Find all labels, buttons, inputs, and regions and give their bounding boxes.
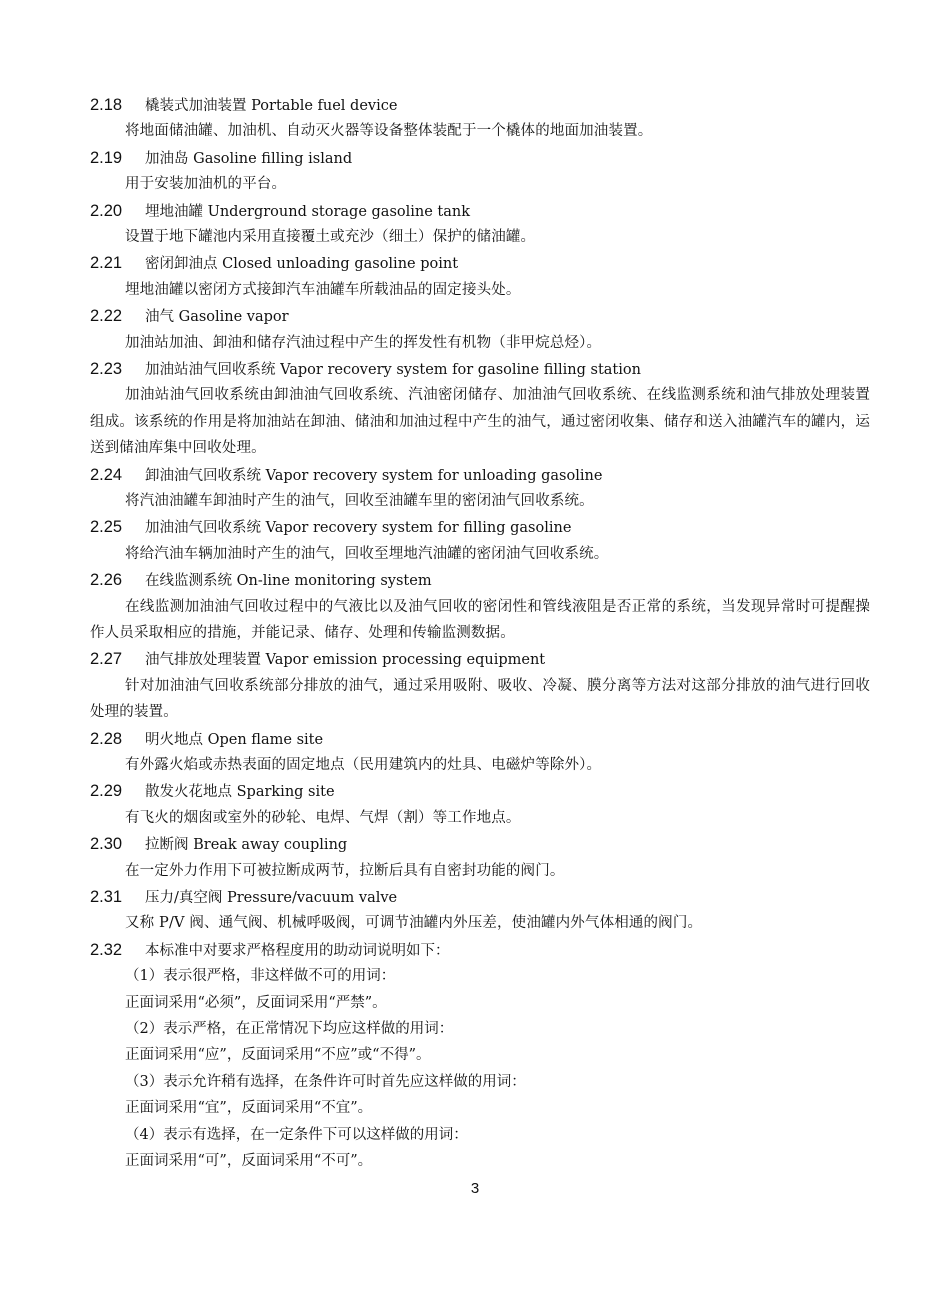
term-number: 2.19 [90,148,123,167]
term-number: 2.27 [90,650,123,669]
term-title: 明火地点 Open flame site [145,731,324,748]
term-heading [90,778,870,804]
term-number: 2.30 [90,835,123,854]
term-title: 埋地油罐 Underground storage gasoline tank [145,203,471,220]
term-heading [90,884,870,910]
term-number: 2.26 [90,571,123,590]
term-heading [90,831,870,857]
term-title: 散发火花地点 Sparking site [145,784,335,801]
term-heading [90,514,870,540]
term-heading [90,92,870,118]
term-title: 加油油气回收系统 Vapor recovery system for filling gasoline [145,520,572,537]
page-number: 3 [470,1180,480,1197]
term-title: 油气 Gasoline vapor [145,309,289,326]
term-heading [90,356,870,382]
term-number: 2.23 [90,359,123,378]
usage-line: （3）表示允许稍有选择，在条件许可时首先应这样做的用词： [125,1073,526,1090]
term-title: 压力/真空阀 Pressure/vacuum valve [145,889,398,906]
term-title: 拉断阀 Break away coupling [145,837,348,854]
term-entry [90,726,870,779]
term-number: 2.21 [90,254,123,273]
term-heading [90,198,870,224]
term-entry [90,831,870,884]
term-definition: 加油站加油、卸油和储存汽油过程中产生的挥发性有机物（非甲烷总烃）。 [125,334,602,351]
term-heading [90,646,870,672]
term-number: 2.20 [90,201,123,220]
term-definition: 埋地油罐以密闭方式接卸汽车油罐车所载油品的固定接头处。 [125,281,521,298]
usage-line: （1）表示很严格，非这样做不可的用词： [125,968,396,985]
usage-line: （4）表示有选择，在一定条件下可以这样做的用词： [125,1126,468,1143]
term-definition: 在一定外力作用下可被拉断成两节，拉断后具有自密封功能的阀门。 [125,862,565,879]
term-entry [90,92,870,145]
usage-line: 正面词采用“应”，反面词采用“不应”或“不得”。 [125,1047,431,1064]
term-definition: 针对加油油气回收系统部分排放的油气，通过采用吸附、吸收、冷凝、膜分离等方法对这部分排放的油气进行回收处理的装置。 [90,677,870,721]
term-heading [90,145,870,171]
term-definition: 又称 P/V 阀、通气阀、机械呼吸阀，可调节油罐内外压差，使油罐内外气体相通的阀门。 [125,915,703,932]
term-entry [90,646,870,725]
term-definition: 用于安装加油机的平台。 [125,176,287,193]
term-heading [90,250,870,276]
term-definition: 在线监测加油油气回收过程中的气液比以及油气回收的密闭性和管线液阻是否正常的系统，当发现异常时可提醒操作人员采取相应的措施，并能记录、储存、处理和传输监测数据。 [90,598,870,641]
term-entry [90,356,870,462]
usage-line: 正面词采用“宜”，反面词采用“不宜”。 [125,1100,373,1117]
term-heading [90,567,870,593]
term-definition: 设置于地下罐池内采用直接覆土或充沙（细土）保护的储油罐。 [125,228,536,245]
term-definition: 将给汽油车辆加油时产生的油气，回收至埋地汽油罐的密闭油气回收系统。 [125,545,609,562]
term-entry [90,567,870,646]
term-title: 密闭卸油点 Closed unloading gasoline point [145,256,459,273]
term-number: 2.28 [90,729,123,748]
usage-line: （2）表示严格，在正常情况下均应这样做的用词： [125,1020,454,1037]
term-title: 橇装式加油装置 Portable fuel device [145,98,398,114]
term-heading [90,303,870,329]
auxiliary-verbs-entry [90,937,870,1175]
term-definition: 有飞火的烟囱或室外的砂轮、电焊、气焊（割）等工作地点。 [125,809,521,826]
term-title: 加油岛 Gasoline filling island [145,150,353,167]
term-entry [90,514,870,567]
term-definition: 将汽油油罐车卸油时产生的油气，回收至油罐车里的密闭油气回收系统。 [125,492,594,509]
term-number: 2.18 [90,96,123,114]
term-heading [90,937,870,963]
term-title: 本标准中对要求严格程度用的助动词说明如下： [145,942,450,959]
term-definition: 将地面储油罐、加油机、自动灭火器等设备整体装配于一个橇体的地面加油装置。 [125,123,653,140]
term-heading [90,462,870,488]
term-number: 2.25 [90,518,123,537]
term-title: 在线监测系统 On-line monitoring system [145,573,432,590]
term-entry [90,145,870,198]
term-number: 2.22 [90,307,123,326]
term-number: 2.24 [90,465,123,484]
term-title: 加油站油气回收系统 Vapor recovery system for gasoline filling station [145,361,641,378]
usage-line: 正面词采用“可”，反面词采用“不可”。 [125,1152,373,1169]
term-definition: 加油站油气回收系统由卸油油气回收系统、汽油密闭储存、加油油气回收系统、在线监测系统和油气排放处理装置组成。该系统的作用是将加油站在卸油、储油和加油过程中产生的油气，通过密闭收集、储存和送入油罐汽车的罐内，运送到储油库集中回收处理。 [90,387,870,457]
term-entry [90,250,870,303]
term-title: 油气排放处理装置 Vapor emission processing equipment [145,652,546,669]
term-title: 卸油油气回收系统 Vapor recovery system for unloading gasoline [145,467,603,484]
term-definition: 有外露火焰或赤热表面的固定地点（民用建筑内的灶具、电磁炉等除外）。 [125,756,602,773]
term-entry [90,462,870,515]
term-entry [90,198,870,251]
term-number: 2.32 [90,940,123,959]
term-heading [90,726,870,752]
term-entry [90,884,870,937]
term-number: 2.29 [90,782,123,801]
term-number: 2.31 [90,887,123,906]
term-entry [90,303,870,356]
definitions-section [90,92,870,1174]
term-entry [90,778,870,831]
usage-line: 正面词采用“必须”，反面词采用“严禁”。 [125,994,387,1011]
